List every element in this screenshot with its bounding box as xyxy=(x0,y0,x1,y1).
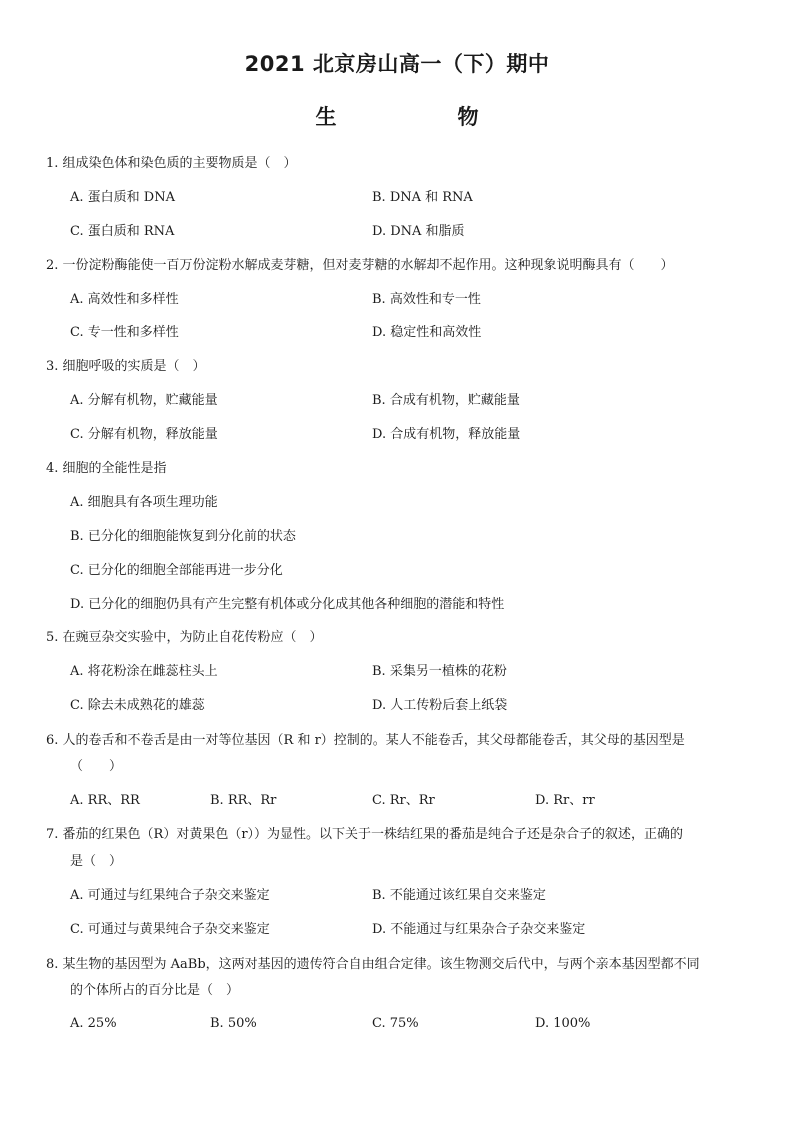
question-8-stem: 8. 某生物的基因型为 AaBb，这两对基因的遗传符合自由组合定律。该生物测交后代中，与两个亲本基因型都不同 xyxy=(46,957,700,972)
question-8-option-b: B. 50% xyxy=(210,1016,257,1031)
question-8-option-a: A. 25% xyxy=(70,1016,117,1031)
question-3-option-d: D. 合成有机物，释放能量 xyxy=(372,427,521,442)
question-4-option-a: A. 细胞具有各项生理功能 xyxy=(70,495,218,510)
question-4-option-d: D. 已分化的细胞仍具有产生完整有机体或分化成其他各种细胞的潜能和特性 xyxy=(70,597,505,612)
question-6-option-a: A. RR、RR xyxy=(70,793,140,808)
question-1-option-c: C. 蛋白质和 RNA xyxy=(70,224,175,239)
question-3-option-c: C. 分解有机物，释放能量 xyxy=(70,427,218,442)
question-8-option-c: C. 75% xyxy=(372,1016,419,1031)
question-3-option-b: B. 合成有机物，贮藏能量 xyxy=(372,393,520,408)
subject-heading: 生 物 xyxy=(315,105,529,129)
question-4-option-b: B. 已分化的细胞能恢复到分化前的状态 xyxy=(70,529,296,544)
question-2-stem: 2. 一份淀粉酶能使一百万份淀粉水解成麦芽糖，但对麦芽糖的水解却不起作用。这种现象说明酶具有（ ） xyxy=(46,258,674,273)
question-6-option-b: B. RR、Rr xyxy=(210,793,277,808)
question-1-stem: 1. 组成染色体和染色质的主要物质是（ ） xyxy=(46,156,297,171)
question-1-option-d: D. DNA 和脂质 xyxy=(372,224,465,239)
question-8-stem-continuation: 的个体所占的百分比是（ ） xyxy=(70,983,240,998)
question-5-option-b: B. 采集另一植株的花粉 xyxy=(372,664,507,679)
question-6-stem: 6. 人的卷舌和不卷舌是由一对等位基因（R 和 r）控制的。某人不能卷舌，其父母都能卷舌，其父母的基因型是 xyxy=(46,733,685,748)
question-2-option-c: C. 专一性和多样性 xyxy=(70,325,179,340)
question-5-option-d: D. 人工传粉后套上纸袋 xyxy=(372,698,508,713)
question-5-stem: 5. 在豌豆杂交实验中，为防止自花传粉应（ ） xyxy=(46,630,323,645)
question-6-option-d: D. Rr、rr xyxy=(535,793,595,808)
question-4-option-c: C. 已分化的细胞全部能再进一步分化 xyxy=(70,563,283,578)
question-7-option-a: A. 可通过与红果纯合子杂交来鉴定 xyxy=(70,888,270,903)
question-6-stem-continuation: （ ） xyxy=(70,759,123,774)
question-1-option-b: B. DNA 和 RNA xyxy=(372,190,473,205)
question-7-option-b: B. 不能通过该红果自交来鉴定 xyxy=(372,888,546,903)
question-6-option-c: C. Rr、Rr xyxy=(372,793,435,808)
question-7-stem-continuation: 是（ ） xyxy=(70,854,123,869)
question-3-stem: 3. 细胞呼吸的实质是（ ） xyxy=(46,359,206,374)
question-1-option-a: A. 蛋白质和 DNA xyxy=(70,190,175,205)
question-3-option-a: A. 分解有机物，贮藏能量 xyxy=(70,393,218,408)
question-2-option-b: B. 高效性和专一性 xyxy=(372,292,481,307)
question-5-option-a: A. 将花粉涂在雌蕊柱头上 xyxy=(70,664,218,679)
question-4-stem: 4. 细胞的全能性是指 xyxy=(46,461,167,476)
question-7-stem: 7. 番茄的红果色（R）对黄果色（r））为显性。以下关于一株结红果的番茄是纯合子还是杂合子的叙述，正确的 xyxy=(46,827,684,842)
question-7-option-d: D. 不能通过与红果杂合子杂交来鉴定 xyxy=(372,922,586,937)
page-title: 2021 北京房山高一（下）期中 xyxy=(244,52,550,76)
question-5-option-c: C. 除去未成熟花的雄蕊 xyxy=(70,698,205,713)
question-8-option-d: D. 100% xyxy=(535,1016,591,1031)
question-7-option-c: C. 可通过与黄果纯合子杂交来鉴定 xyxy=(70,922,270,937)
question-2-option-d: D. 稳定性和高效性 xyxy=(372,325,482,340)
question-2-option-a: A. 高效性和多样性 xyxy=(70,292,179,307)
